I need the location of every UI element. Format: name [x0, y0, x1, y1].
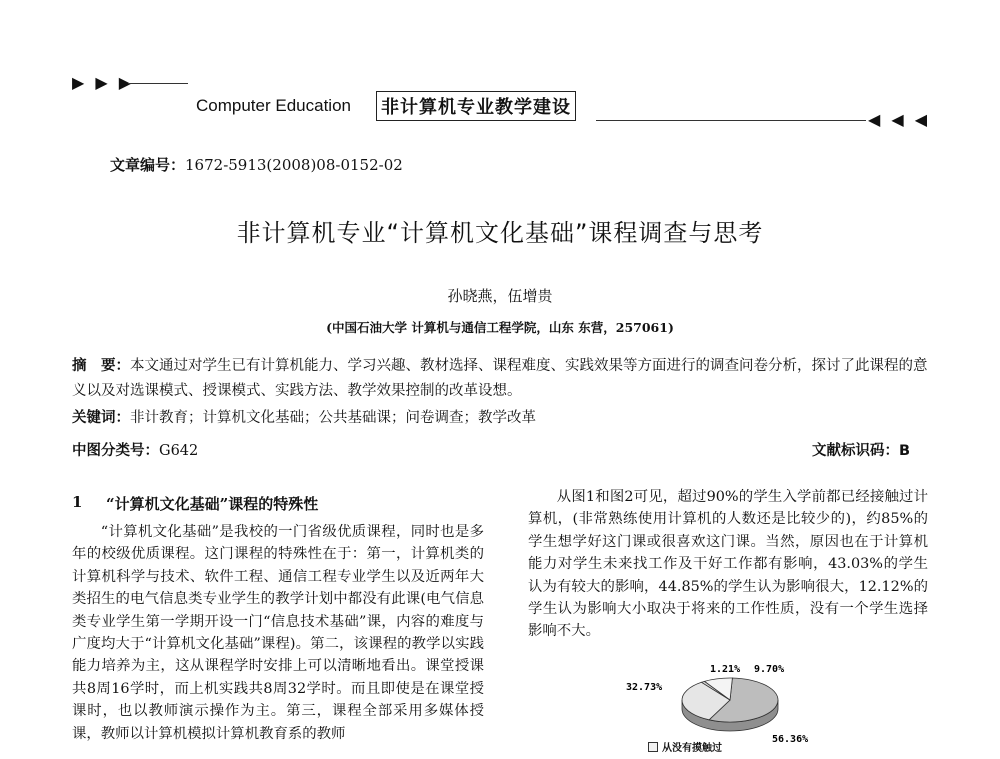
clc-label: 中图分类号：	[72, 443, 159, 459]
header-right-arrows: ◀ ◀ ◀	[868, 110, 931, 129]
clc-number	[72, 439, 198, 460]
keywords-label: 关键词：	[72, 410, 130, 426]
section-title: “计算机文化基础”课程的特殊性	[106, 495, 319, 513]
section-number: 1	[72, 493, 83, 511]
doc-code-label: 文献标识码：	[812, 443, 899, 459]
header-left-arrows: ▶ ▶ ▶	[72, 73, 135, 92]
pie-label-2: 1.21%	[710, 664, 741, 675]
chart-legend	[648, 739, 722, 754]
right-column-body	[528, 486, 928, 643]
journal-name-english: Computer Education	[196, 96, 351, 115]
keywords-text: 非计教育；计算机文化基础；公共基础课；问卷调查；教学改革	[130, 410, 536, 426]
article-number-label: 文章编号：	[110, 156, 186, 174]
header-left-rule	[128, 83, 188, 84]
pie-label-1: 32.73%	[626, 682, 663, 693]
pie-label-0: 56.36%	[772, 734, 809, 745]
keywords	[72, 406, 536, 427]
abstract-label: 摘 要：	[72, 358, 130, 374]
article-number	[110, 154, 403, 175]
right-paragraph: 从图1和图2可见，超过90%的学生入学前都已经接触过计算机，(非常熟练使用计算机的人数还是比较少的)，约85%的学生想学好这门课或很喜欢这门课。当然，原因也在于计算机能力对学生未来找工作及干好工作都有影响，43.03%的学生认为有较大的影响，44.85%的学生认为影响很大，12.12%的学生认为影响大小取决于将来的工作性质，没有一个学生选择影响不大。	[528, 489, 928, 640]
legend-label: 从没有摸触过	[662, 743, 722, 754]
left-column-body	[72, 521, 484, 759]
abstract	[72, 354, 932, 404]
pie-label-3: 9.70%	[754, 664, 785, 675]
pie-chart	[622, 660, 842, 745]
abstract-text: 本文通过对学生已有计算机能力、学习兴趣、教材选择、课程难度、实践效果等方面进行的调查问卷分析，探讨了此课程的意义以及对选课模式、授课模式、实践方法、教学效果控制的改革设想。	[72, 358, 928, 399]
pie-slices	[682, 678, 778, 722]
document-code	[812, 439, 910, 460]
paper-title: 非计算机专业“计算机文化基础”课程调查与思考	[236, 219, 764, 247]
clc-value: G642	[159, 443, 199, 459]
article-number-value: 1672-5913(2008)08-0152-02	[185, 156, 403, 174]
paper-authors: 孙晓燕，伍增贵	[447, 287, 553, 305]
author-affiliation: (中国石油大学 计算机与通信工程学院，山东 东营，257061)	[326, 320, 674, 335]
header-right-rule	[596, 120, 866, 121]
column-name-chinese: 非计算机专业教学建设	[376, 91, 576, 121]
doc-code-value: B	[899, 443, 911, 459]
legend-swatch	[648, 742, 658, 752]
left-paragraph: “计算机文化基础”是我校的一门省级优质课程，同时也是多年的校级优质课程。这门课程的特殊性在于：第一，计算机类的计算机科学与技术、软件工程、通信工程专业学生以及近两年大类招生的电气信息类专业学生的教学计划中都没有此课(电气信息类专业学生第一学期开设一门“信息技术基础”课，内容的难度与广度均大于“计算机文化基础”课程)。第二，该课程的教学以实践能力培养为主，这从课程学时安排上可以清晰地看出。课堂授课共8周16学时，而上机实践共8周32学时。而且即使是在课堂授课时，也以教师演示操作为主。第三，课程全部采用多媒体授课，教师以计算机模拟计算机教育系的教师	[72, 524, 484, 742]
